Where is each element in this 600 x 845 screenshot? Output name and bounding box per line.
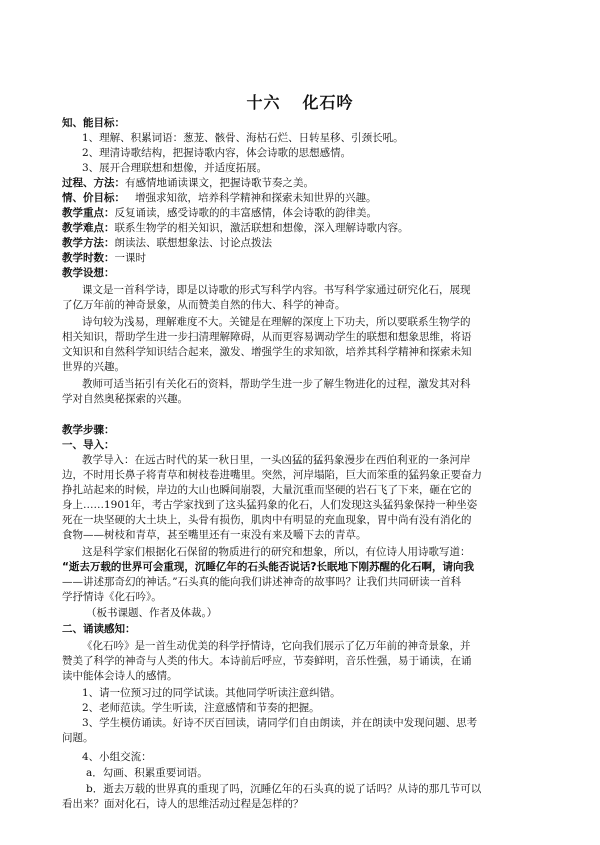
reading-paragraph-line: 读中能体会诗人的感情。: [62, 670, 178, 682]
intro-paragraph-line: 边，不时用长鼻子将青草和树枝卷进嘴里。突然，河岸塌陷，巨大而笨重的猛犸象正要奋力: [62, 469, 482, 481]
group-discussion-item: a．勾画、积累重要词语。: [86, 767, 208, 779]
knowledge-goals-heading: 知、能目标：: [62, 117, 125, 129]
intro-paragraph-line: 死在一块坚硬的大土块上，头骨有损伤，肌肉中有明显的充血现象，胃中尚有没有消化的: [62, 514, 472, 526]
design-heading: 教学设想：: [62, 267, 115, 279]
intro-note: （板书课题、作者及体裁。）: [86, 607, 218, 619]
lesson-number: 十六: [246, 93, 281, 112]
knowledge-goal-item: 3、展开合理联想和想像，并适度拓展。: [82, 162, 268, 174]
intro-paragraph-line: 食物——树枝和青草，甚至嘴里还有一束没有来及嚼下去的青草。: [62, 529, 367, 541]
reading-paragraph-line: 《化石吟》是一首生动优美的科学抒情诗，它向我们展示了亿万年前的神奇景象，并: [82, 640, 471, 652]
difficulty-row: [62, 221, 542, 235]
design-paragraph-line: 了亿万年前的神奇景象，从而赞美自然的伟大、科学的神奇。: [62, 299, 346, 311]
method-text: 朗读法、联想想象法、讨论点拨法: [114, 237, 272, 249]
knowledge-goal-item: 2、理清诗歌结构，把握诗歌内容，体会诗歌的思想感情。: [82, 147, 352, 159]
method-row: [62, 236, 542, 250]
reading-step-item: 3、学生模仿诵读。好诗不厌百回读，请同学们自由朗读，并在朗读中发现问题、思考: [82, 717, 478, 729]
key-points-label: 教学重点：: [62, 207, 115, 219]
intro-paragraph-line: ——讲述那奇幻的神话。”石头真的能向我们讲述神奇的故事吗？让我们共同研读一首科: [62, 576, 462, 588]
design-paragraph-line: 世界的兴趣。: [62, 361, 125, 373]
group-discussion-item-cont: 看出来？面对化石，诗人的思维活动过程是怎样的？: [62, 798, 304, 810]
lesson-name: 化石吟: [302, 93, 354, 112]
design-paragraph-line: 诗句较为浅易，理解难度不大。关键是在理解的深度上下功夫，所以要联系生物学的: [82, 316, 471, 328]
difficulty-label: 教学难点：: [62, 222, 115, 234]
time-row: [62, 251, 542, 265]
design-paragraph-line: 学对自然奥秘探索的兴趣。: [62, 393, 188, 405]
time-text: 一课时: [114, 252, 146, 264]
method-label: 教学方法：: [62, 237, 115, 249]
reading-step-item-cont: 问题。: [62, 732, 94, 744]
design-paragraph-line: 相关知识，帮助学生进一步扫清理解障碍，从而更容易调动学生的联想和想象思维，将语: [62, 331, 472, 343]
intro-paragraph-line: “逝去万载的世界可会重现，沉睡亿年的石头能否说话?长眠地下刚苏醒的化石啊，请向我: [62, 561, 474, 573]
knowledge-goal-item: 1、理解、积累词语：葱茏、骸骨、海枯石烂、日转星移、引颈长吼。: [82, 132, 404, 144]
page-title: [0, 90, 600, 113]
key-points-row: [62, 206, 542, 220]
reading-step-item: 1、请一位预习过的同学试读。其他同学听读注意纠错。: [82, 687, 341, 699]
emotion-goal-text: 增强求知欲，培养科学精神和探索未知世界的兴趣。: [135, 192, 377, 204]
intro-heading: 一、导入：: [62, 439, 115, 451]
reading-step-item: 2、老师范读。学生听读，注意感情和节奏的把握。: [82, 702, 320, 714]
design-paragraph-line: 课文是一首科学诗，即是以诗歌的形式写科学内容。书写科学家通过研究化石，展现: [82, 284, 471, 296]
group-discussion-item: b．逝去万载的世界真的重现了吗，沉睡亿年的石头真的说了话吗？从诗的那几节可以: [86, 783, 482, 795]
time-label: 教学时数：: [62, 252, 115, 264]
intro-paragraph-line: 身上……1901年，考古学家找到了这头猛犸象的化石，人们发现这头猛犸象保持一种坐姿: [62, 499, 478, 511]
process-method-label: 过程、方法：: [62, 177, 125, 189]
reading-heading: 二、诵读感知：: [62, 623, 136, 635]
group-discussion-heading: 4、小组交流：: [82, 751, 152, 763]
design-paragraph-line: 文知识和自然科学知识结合起来，激发、增强学生的求知欲，培养其科学精神和探索未知: [62, 346, 472, 358]
intro-paragraph-line: 教学导入：在远古时代的某一秋日里，一头凶猛的猛犸象漫步在西伯利亚的一条河岸: [82, 454, 471, 466]
process-method-row: [62, 176, 542, 190]
emotion-goal-label: 情、价目标：: [62, 192, 125, 204]
reading-paragraph-line: 赞美了科学的神奇与人类的伟大。本诗前后呼应，节奏鲜明，音乐性强，易于诵读，在诵: [62, 655, 472, 667]
intro-paragraph-line: 这是科学家们根据化石保留的物质进行的研究和想象，所以，有位诗人用诗歌写道：: [82, 546, 471, 558]
intro-paragraph-line: 挣扎站起来的时候，岸边的大山也瞬间崩裂，大量沉重而坚硬的岩石飞了下来，砸在它的: [62, 484, 472, 496]
steps-heading: 教学步骤：: [62, 424, 115, 436]
key-points-text: 反复诵读，感受诗歌的的丰富感情，体会诗歌的韵律美。: [114, 207, 377, 219]
intro-paragraph-line: 学抒情诗《化石吟》。: [62, 591, 162, 603]
process-method-text: 有感情地诵读课文，把握诗歌节奏之美。: [125, 177, 314, 189]
difficulty-text: 联系生物学的相关知识，激活联想和想像，深入理解诗歌内容。: [114, 222, 409, 234]
design-paragraph-line: 教师可适当拓引有关化石的资料，帮助学生进一步了解生物进化的过程，激发其对科: [82, 378, 471, 390]
emotion-goal-row: [62, 191, 542, 205]
